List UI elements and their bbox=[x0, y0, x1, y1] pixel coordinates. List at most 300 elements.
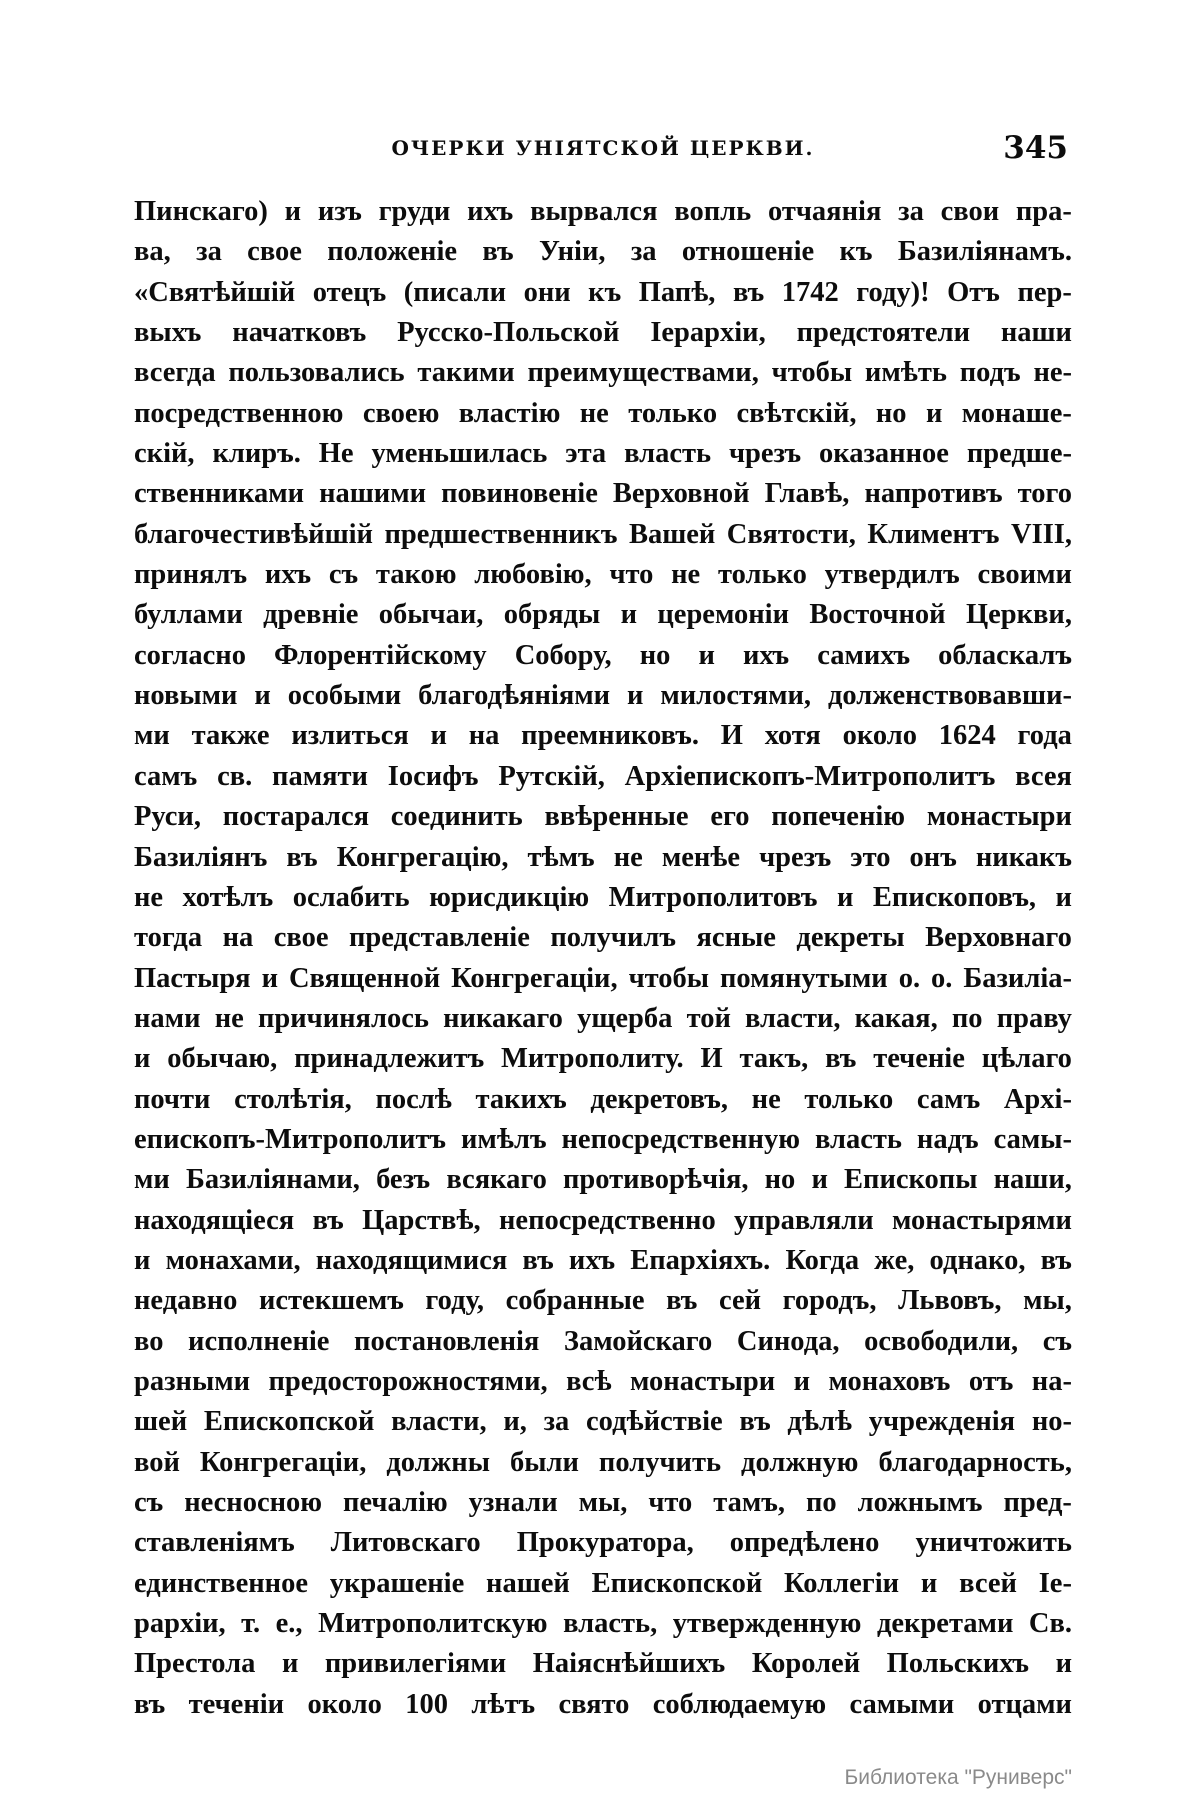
word: власть bbox=[624, 438, 712, 470]
word: въ bbox=[666, 1285, 698, 1317]
word: свято bbox=[558, 1688, 630, 1720]
word: особыми bbox=[287, 680, 402, 712]
word: хотя bbox=[764, 720, 821, 752]
text-line bbox=[134, 1039, 1072, 1079]
word: они bbox=[523, 276, 571, 308]
word: предшественникъ bbox=[384, 518, 618, 550]
word: хотѣлъ bbox=[182, 881, 274, 913]
word: ввѣренные bbox=[544, 801, 689, 833]
word: отношеніе bbox=[681, 236, 815, 268]
word: своими bbox=[977, 559, 1072, 591]
word: менѣе bbox=[661, 841, 741, 873]
text-line bbox=[134, 434, 1072, 474]
word: непосредственно bbox=[499, 1204, 716, 1236]
word: исполненіе bbox=[188, 1325, 330, 1357]
word: ложнымъ bbox=[857, 1487, 983, 1518]
word: но bbox=[875, 397, 907, 429]
text-line bbox=[134, 757, 1072, 797]
word: въ bbox=[286, 841, 318, 873]
word: Базиліянамъ. bbox=[897, 236, 1072, 268]
word: св. bbox=[217, 760, 253, 792]
word: благодарность, bbox=[878, 1446, 1072, 1478]
running-title: ОЧЕРКИ УНІЯТСКОЙ ЦЕРКВИ. bbox=[391, 136, 815, 160]
text-line bbox=[134, 595, 1072, 635]
word: такъ, bbox=[739, 1043, 809, 1075]
word: съ bbox=[1042, 1325, 1072, 1357]
word: Митрополитскую bbox=[318, 1608, 548, 1640]
word: послѣ bbox=[375, 1083, 452, 1115]
word: подъ bbox=[959, 357, 1021, 389]
word: опредѣлено bbox=[729, 1527, 880, 1559]
word: не bbox=[671, 559, 701, 591]
word: въ bbox=[825, 1043, 857, 1075]
word: отчаянія bbox=[767, 196, 882, 227]
text-line bbox=[134, 1281, 1072, 1321]
word: «Святѣйшій bbox=[134, 276, 296, 308]
word: и bbox=[134, 1043, 151, 1075]
word: епископъ-Митрополитъ bbox=[134, 1123, 447, 1155]
body-text bbox=[134, 192, 1072, 1725]
word: о. bbox=[931, 962, 953, 994]
word: принялъ bbox=[134, 559, 248, 591]
text-line bbox=[134, 918, 1072, 958]
word: помянутыми bbox=[720, 962, 888, 994]
word: и bbox=[698, 639, 715, 671]
word: Митрополиту. bbox=[501, 1043, 684, 1075]
word: по bbox=[805, 1487, 837, 1518]
word: ихъ bbox=[568, 1244, 616, 1276]
word: имѣть bbox=[864, 357, 947, 389]
word: начатковъ bbox=[232, 317, 367, 349]
word: Собору, bbox=[514, 639, 612, 671]
word: за bbox=[898, 196, 924, 227]
word: преемниковъ. bbox=[521, 720, 700, 752]
word: власти, bbox=[745, 1002, 841, 1034]
word: 100 bbox=[405, 1688, 448, 1720]
word: любовію, bbox=[474, 559, 592, 591]
text-line bbox=[134, 1120, 1072, 1160]
word: Синода, bbox=[736, 1325, 840, 1357]
word: предосторожностями, bbox=[268, 1365, 548, 1397]
word: по bbox=[951, 1002, 983, 1034]
word: ми bbox=[134, 720, 170, 752]
word: свое bbox=[273, 922, 329, 954]
word: монаховъ bbox=[828, 1365, 951, 1397]
text-line bbox=[134, 999, 1072, 1039]
word: должную bbox=[741, 1446, 859, 1478]
text-line bbox=[134, 1483, 1072, 1523]
word: вопль bbox=[674, 196, 752, 227]
text-line bbox=[134, 232, 1072, 272]
word: ми bbox=[134, 1164, 170, 1196]
word: Епископской bbox=[591, 1567, 763, 1599]
word: свое bbox=[247, 236, 302, 268]
word: и bbox=[837, 881, 854, 913]
word: Базиліа- bbox=[963, 962, 1072, 994]
word: въ bbox=[739, 1406, 771, 1438]
word: обычаю, bbox=[167, 1043, 278, 1075]
word: Рутскій, bbox=[498, 760, 605, 792]
word: чрезъ bbox=[728, 438, 802, 470]
word: монастырями bbox=[891, 1204, 1072, 1236]
word: и bbox=[284, 196, 302, 227]
word: обласкалъ bbox=[938, 639, 1072, 671]
word: Митрополитовъ bbox=[608, 881, 818, 913]
word: Главѣ, bbox=[764, 478, 850, 510]
word: году, bbox=[425, 1285, 485, 1317]
word: выхъ bbox=[134, 317, 202, 349]
word: преимуществами, bbox=[527, 357, 759, 389]
word: Церкви, bbox=[965, 599, 1072, 631]
word: Русско-Польской bbox=[397, 317, 620, 349]
word: Флорентійскому bbox=[274, 639, 487, 671]
word: ихъ bbox=[264, 559, 312, 591]
word: напротивъ bbox=[864, 478, 1003, 510]
word: въ bbox=[482, 236, 514, 268]
word: праву bbox=[996, 1002, 1072, 1034]
word: что bbox=[609, 559, 654, 591]
word: Священной bbox=[288, 962, 441, 994]
word: вой bbox=[134, 1446, 180, 1478]
word: т. bbox=[241, 1608, 261, 1640]
word: получить bbox=[598, 1446, 722, 1478]
word: ослабить bbox=[292, 881, 410, 913]
word: Епископовъ, bbox=[872, 881, 1037, 913]
word: того bbox=[1017, 478, 1072, 510]
word: узнали bbox=[468, 1487, 558, 1518]
word: и, bbox=[503, 1406, 527, 1438]
text-line bbox=[134, 1564, 1072, 1604]
text-line bbox=[134, 676, 1072, 716]
word: 1624 bbox=[938, 720, 996, 752]
word: и bbox=[626, 680, 644, 712]
word: благодѣяніями bbox=[418, 680, 611, 712]
word: года bbox=[1017, 720, 1072, 752]
word: монастыри bbox=[630, 1365, 776, 1397]
word: содѣйствіе bbox=[586, 1406, 723, 1438]
word: въ bbox=[134, 1688, 166, 1720]
word: монахами, bbox=[165, 1244, 301, 1276]
word: буллами bbox=[134, 599, 243, 631]
word: обряды bbox=[503, 599, 601, 631]
word: Восточной bbox=[809, 599, 946, 631]
word: скій, bbox=[134, 438, 195, 470]
word: противорѣчія, bbox=[562, 1164, 749, 1196]
word: на bbox=[468, 720, 500, 752]
word: декретами bbox=[876, 1608, 1014, 1640]
word: Святости, bbox=[726, 518, 856, 550]
running-head bbox=[134, 130, 1072, 166]
word: пользовались bbox=[228, 357, 405, 389]
text-line bbox=[134, 353, 1072, 393]
word: безъ bbox=[376, 1164, 431, 1196]
text-line bbox=[134, 273, 1072, 313]
word: съ bbox=[134, 1487, 164, 1518]
word: около bbox=[307, 1688, 382, 1720]
word: Когда bbox=[785, 1244, 860, 1276]
word: VIII, bbox=[1011, 518, 1072, 550]
word: Вашей bbox=[628, 518, 716, 550]
word: истекшемъ bbox=[258, 1285, 404, 1317]
word: только bbox=[628, 397, 718, 429]
word: не bbox=[613, 841, 643, 873]
word: эта bbox=[565, 438, 607, 470]
word: Базиліянами, bbox=[185, 1164, 360, 1196]
text-line bbox=[134, 959, 1072, 999]
word: непосредственную bbox=[561, 1123, 801, 1155]
word: же, bbox=[874, 1244, 915, 1276]
word: Папѣ, bbox=[638, 276, 716, 308]
word: Замойскаго bbox=[563, 1325, 713, 1357]
word: Св. bbox=[1028, 1608, 1072, 1640]
word: не- bbox=[1033, 357, 1072, 389]
word: украшеніе bbox=[329, 1567, 465, 1599]
word: за bbox=[196, 236, 222, 268]
word: собранные bbox=[505, 1285, 645, 1317]
word: монастыри bbox=[926, 801, 1072, 833]
word: сей bbox=[718, 1285, 762, 1317]
word: Епископской bbox=[203, 1406, 375, 1438]
word: всѣ bbox=[566, 1365, 612, 1397]
word: и bbox=[925, 397, 943, 429]
word: всея bbox=[1015, 760, 1072, 792]
word: властію bbox=[458, 397, 561, 429]
text-line bbox=[134, 1080, 1072, 1120]
word: Архі- bbox=[1003, 1083, 1072, 1115]
word: онъ bbox=[909, 841, 957, 873]
word: не bbox=[134, 881, 164, 913]
word: Пастыря bbox=[134, 962, 251, 994]
word: имѣлъ bbox=[461, 1123, 547, 1155]
word: И bbox=[720, 720, 743, 752]
word: попеченію bbox=[771, 801, 906, 833]
word: и bbox=[811, 1164, 828, 1196]
word: о. bbox=[898, 962, 921, 994]
word: Пинскаго) bbox=[134, 196, 268, 227]
word: нашими bbox=[319, 478, 427, 510]
text-line bbox=[134, 1362, 1072, 1402]
text-line bbox=[134, 1402, 1072, 1442]
word: своею bbox=[362, 397, 440, 429]
word: соединить bbox=[390, 801, 523, 833]
word: повиновеніе bbox=[441, 478, 598, 510]
word: находящимися bbox=[315, 1244, 508, 1276]
word: единственное bbox=[134, 1567, 308, 1599]
word: мы, bbox=[578, 1487, 628, 1518]
word: е., bbox=[275, 1608, 303, 1640]
word: И bbox=[700, 1043, 723, 1075]
word: ставленіямъ bbox=[134, 1527, 295, 1559]
library-watermark: Библиотека "Руниверс" bbox=[844, 1766, 1072, 1789]
text-line bbox=[134, 515, 1072, 555]
word: оказанное bbox=[818, 438, 949, 470]
word: теченіе bbox=[873, 1043, 965, 1075]
word: самихъ bbox=[817, 639, 911, 671]
word: къ bbox=[839, 236, 873, 268]
word: печалію bbox=[343, 1487, 448, 1518]
word: лѣтъ bbox=[471, 1688, 536, 1720]
page-number: 345 bbox=[1003, 130, 1068, 166]
word: наши bbox=[1000, 317, 1072, 349]
word: отъ bbox=[968, 1365, 1014, 1397]
word: чрезъ bbox=[759, 841, 832, 873]
word: благочестивѣйшій bbox=[134, 518, 373, 550]
word: всей bbox=[959, 1567, 1017, 1599]
word: только bbox=[804, 1083, 894, 1115]
word: той bbox=[686, 1002, 731, 1034]
word: Коллегіи bbox=[784, 1567, 900, 1599]
word: но bbox=[639, 639, 671, 671]
word: несносною bbox=[184, 1487, 323, 1518]
word: ихъ bbox=[742, 639, 790, 671]
word: постарался bbox=[222, 801, 370, 833]
word: городъ, bbox=[782, 1285, 877, 1317]
word: клиръ. bbox=[212, 438, 301, 470]
word: декретовъ, bbox=[590, 1083, 728, 1115]
word: новыми bbox=[134, 680, 238, 712]
text-line bbox=[134, 1443, 1072, 1483]
word: недавно bbox=[134, 1285, 238, 1317]
word: дѣлѣ bbox=[787, 1406, 853, 1438]
word: свѣтскій, bbox=[736, 397, 857, 429]
word: не bbox=[214, 1002, 244, 1034]
word: это bbox=[850, 841, 891, 873]
word: утвердилъ bbox=[824, 559, 960, 591]
word: самыми bbox=[849, 1688, 955, 1720]
word: утвержденную bbox=[672, 1608, 862, 1640]
word: такими bbox=[417, 357, 515, 389]
word: Верховнаго bbox=[925, 922, 1072, 954]
word: въ bbox=[1040, 1244, 1072, 1276]
word: всякаго bbox=[446, 1164, 547, 1196]
word: ственниками bbox=[134, 478, 305, 510]
word: въ bbox=[522, 1244, 554, 1276]
word: отцами bbox=[977, 1688, 1072, 1720]
word: Польскихъ bbox=[886, 1648, 1030, 1680]
word: Престола bbox=[134, 1648, 256, 1680]
word: его bbox=[710, 801, 750, 833]
word: самъ bbox=[916, 1083, 981, 1115]
word: тамъ, bbox=[713, 1487, 786, 1518]
word: Базиліянъ bbox=[134, 841, 268, 873]
word: нами bbox=[134, 1002, 201, 1034]
word: всегда bbox=[134, 357, 216, 389]
word: должны bbox=[386, 1446, 490, 1478]
text-line bbox=[134, 1322, 1072, 1362]
word: Не bbox=[318, 438, 354, 470]
word: и bbox=[281, 1648, 299, 1680]
word: груди bbox=[378, 196, 451, 227]
word: теченіи bbox=[188, 1688, 285, 1720]
word: нашей bbox=[486, 1567, 570, 1599]
word: наши, bbox=[993, 1164, 1072, 1196]
word: около bbox=[842, 720, 917, 752]
word: Отъ bbox=[947, 276, 1000, 308]
text-line bbox=[134, 1604, 1072, 1644]
word: ва, bbox=[134, 236, 171, 268]
word: что bbox=[648, 1487, 693, 1518]
word: церемоніи bbox=[657, 599, 789, 631]
word: свои bbox=[940, 196, 1000, 227]
word: и bbox=[793, 1365, 810, 1397]
text-line bbox=[134, 797, 1072, 837]
word: на- bbox=[1031, 1365, 1072, 1397]
word: Верховной bbox=[612, 478, 750, 510]
word: (писали bbox=[403, 276, 507, 308]
word: власти, bbox=[391, 1406, 487, 1438]
word: тогда bbox=[134, 922, 203, 954]
word: пер- bbox=[1017, 276, 1072, 308]
word: привилегіями bbox=[324, 1648, 507, 1680]
word: цѣлаго bbox=[981, 1043, 1072, 1075]
word: Іерархіи, bbox=[650, 317, 766, 349]
word: но bbox=[764, 1164, 796, 1196]
word: тѣмъ bbox=[527, 841, 595, 873]
word: чтобы bbox=[771, 357, 853, 389]
word: Іосифъ bbox=[387, 760, 479, 792]
word: Епископы bbox=[844, 1164, 978, 1196]
text-line bbox=[134, 394, 1072, 434]
word: только bbox=[717, 559, 807, 591]
word: постановленія bbox=[354, 1325, 540, 1357]
word: также bbox=[191, 720, 270, 752]
word: отецъ bbox=[312, 276, 387, 308]
word: согласно bbox=[134, 639, 246, 671]
word: никакъ bbox=[975, 841, 1072, 873]
text-line bbox=[134, 1201, 1072, 1241]
text-line bbox=[134, 878, 1072, 918]
text-line bbox=[134, 1644, 1072, 1684]
word: положеніе bbox=[327, 236, 458, 268]
word: разными bbox=[134, 1365, 251, 1397]
word: учрежденія bbox=[868, 1406, 1016, 1438]
word: ихъ bbox=[467, 196, 514, 227]
word: съ bbox=[328, 559, 359, 591]
word: Іе- bbox=[1038, 1567, 1072, 1599]
word: были bbox=[509, 1446, 579, 1478]
word: самъ bbox=[134, 760, 198, 792]
word: мы, bbox=[1023, 1285, 1072, 1317]
word: Конгрегаціи, bbox=[451, 962, 618, 994]
word: но- bbox=[1031, 1406, 1072, 1438]
word: соблюдаемую bbox=[652, 1688, 827, 1720]
word: Львовъ, bbox=[898, 1285, 1002, 1317]
word: Королей bbox=[751, 1648, 861, 1680]
word: предше- bbox=[966, 438, 1072, 470]
text-line bbox=[134, 474, 1072, 514]
text-line bbox=[134, 555, 1072, 595]
word: Архіепископъ-Митрополитъ bbox=[624, 760, 996, 792]
word: Уніи, bbox=[539, 236, 606, 268]
word: самы- bbox=[993, 1123, 1072, 1155]
word: и bbox=[134, 1244, 151, 1276]
word: такихъ bbox=[475, 1083, 567, 1115]
word: пра- bbox=[1015, 196, 1072, 227]
text-line bbox=[134, 1523, 1072, 1563]
word: чтобы bbox=[628, 962, 710, 994]
text-line bbox=[134, 636, 1072, 676]
word: уничтожить bbox=[915, 1527, 1072, 1559]
word: столѣтія, bbox=[234, 1083, 352, 1115]
word: освободили, bbox=[864, 1325, 1019, 1357]
word: древніе bbox=[263, 599, 359, 631]
word: власть, bbox=[563, 1608, 658, 1640]
word: и bbox=[920, 1567, 938, 1599]
word: Литовскаго bbox=[330, 1527, 481, 1559]
word: какая, bbox=[854, 1002, 938, 1034]
text-line bbox=[134, 1160, 1072, 1200]
word: и bbox=[430, 720, 447, 752]
